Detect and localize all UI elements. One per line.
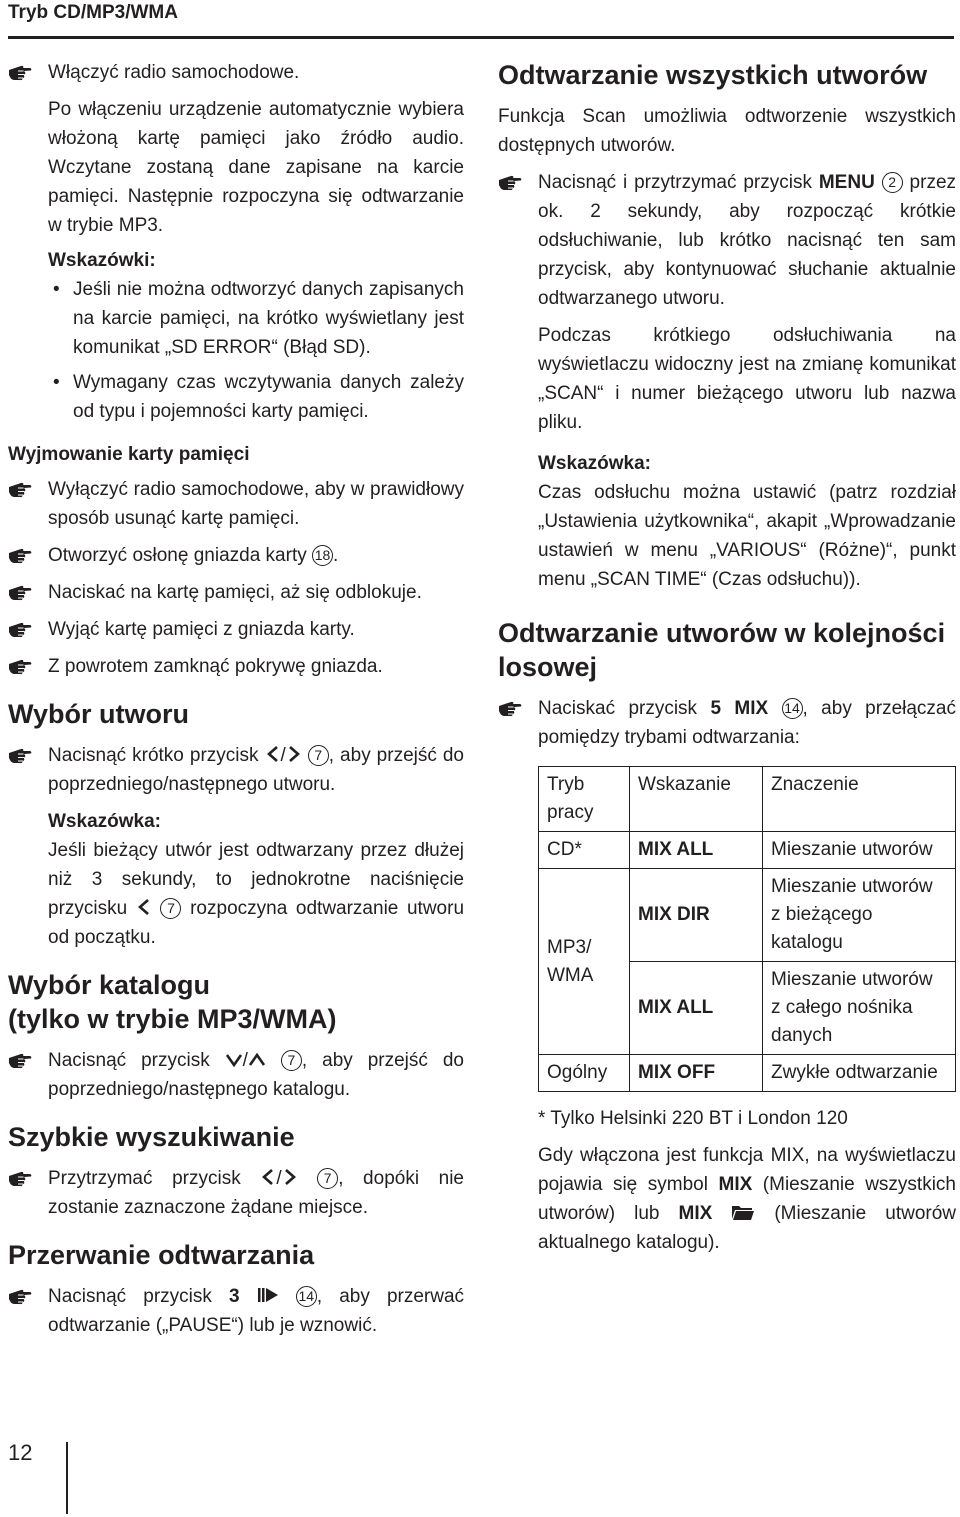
section-title-track-select: Wybór utworu: [8, 699, 189, 729]
section-title-random: [498, 616, 956, 684]
callout-number-icon: 7: [317, 1168, 338, 1189]
right-column: [498, 58, 956, 1257]
step-random: [498, 694, 956, 752]
table-cell-meaning: Mieszanie utworów z całego nośnika danych: [763, 962, 956, 1055]
pointing-hand-icon: [8, 61, 32, 81]
page-number: 12: [8, 1440, 33, 1465]
step-turn-on-radio: [8, 58, 464, 87]
mix-info-text: (Mieszanie utworów aktualnego katalogu).: [538, 1203, 957, 1253]
table-row: [539, 832, 956, 869]
title-line: (tylko w trybie MP3/WMA): [8, 1004, 337, 1034]
section-title-remove-card: Wyjmowanie karty pamięci: [8, 444, 250, 465]
step-text: , aby przełączać pomiędzy trybami odtwarzania:: [538, 698, 956, 748]
chevron-left-icon: [265, 745, 281, 763]
header-rule: [8, 36, 954, 39]
callout-number-icon: 7: [160, 898, 181, 919]
step-scan: [498, 168, 956, 313]
section-title-fast-search: Szybkie wyszukiwanie: [8, 1122, 295, 1152]
scan-intro: Funkcja Scan umożliwia odtworzenie wszystkich dostępnych utworów.: [498, 106, 956, 156]
chevron-left-icon: [260, 1168, 276, 1186]
pointing-hand-icon: [8, 744, 32, 764]
table-cell-display: MIX OFF: [630, 1055, 763, 1092]
note-text: Jeśli bieżący utwór jest odtwarzany przez dłużej niż 3 sekundy, to jednokrotne naciśnięcie przycisku: [48, 840, 464, 919]
table-header-row: [539, 767, 956, 832]
section-title-pause: Przerwanie odtwarzania: [8, 1240, 315, 1270]
pointing-hand-icon: [8, 478, 32, 498]
pointing-hand-icon: [8, 655, 32, 675]
tips-title: Wskazówki:: [48, 250, 156, 271]
table-cell-meaning: Mieszanie utworów z bieżącego katalogu: [763, 869, 956, 962]
note-title: Wskazówka:: [48, 811, 161, 832]
bullet-dot-icon: •: [53, 372, 60, 393]
step-remove-1: [8, 475, 464, 533]
table-header-cell: Tryb pracy: [539, 767, 630, 832]
title-line: Odtwarzanie utworów w kolejności: [498, 618, 946, 648]
step-text: Nacisnąć przycisk: [48, 1286, 229, 1307]
note-text: rozpoczyna odtwarzanie utworu od początku.: [48, 898, 465, 948]
step-text: Naciskać przycisk: [538, 698, 711, 719]
table-cell-mode: MP3/ WMA: [539, 869, 630, 1055]
step-text: , aby przerwać odtwarzanie („PAUSE“) lub je wznowić.: [48, 1286, 465, 1336]
folder-icon: [731, 1203, 755, 1221]
mix-info-text: Gdy włączona jest funkcja MIX, na wyświetlaczu pojawia się symbol: [538, 1145, 956, 1195]
step-pause: [8, 1282, 464, 1340]
title-line: Wybór katalogu: [8, 970, 211, 1000]
table-cell-mode: CD*: [539, 832, 630, 869]
separator-text: /: [242, 1050, 248, 1071]
section-title-folder-select: [8, 968, 464, 1036]
mix-info-text: (Mieszanie wszystkich utworów) lub: [538, 1174, 956, 1224]
intro-paragraph: Po włączeniu urządzenie automatycznie wybiera włożoną kartę pamięci jako źródło audio. Wczytane zostaną dane zapisane na karcie pamięci. Następnie rozpoczyna się odtwarzanie w trybie MP3.: [48, 99, 464, 236]
scan-during-paragraph: Podczas krótkiego odsłuchiwania na wyświetlaczu widoczny jest na zmianę komunikat „SCAN“ i numer bieżącego utworu lub nazwa pliku.: [538, 325, 956, 433]
chevron-up-icon: [248, 1052, 266, 1068]
mix-mode-table: [538, 766, 956, 1092]
table-cell-display: MIX ALL: [630, 962, 763, 1055]
note-paragraph: [8, 836, 464, 952]
pointing-hand-icon: [498, 697, 522, 717]
separator-text: /: [280, 745, 286, 766]
mix-symbol-label: MIX: [718, 1174, 753, 1195]
step-text: , aby przejść do poprzedniego/następnego utworu.: [48, 745, 464, 795]
pointing-hand-icon: [8, 618, 32, 638]
callout-number-icon: 2: [882, 172, 903, 193]
mix-symbol-label: MIX: [678, 1203, 713, 1224]
callout-number-icon: 18: [312, 545, 333, 566]
step-text: Przytrzymać przycisk: [48, 1168, 241, 1189]
table-row: [539, 1055, 956, 1092]
left-column: [8, 58, 464, 1348]
pointing-hand-icon: [8, 581, 32, 601]
table-cell-meaning: Zwykłe odtwarzanie: [763, 1055, 956, 1092]
pointing-hand-icon: [8, 1285, 32, 1305]
table-cell-mode: Ogólny: [539, 1055, 630, 1092]
step-text: przez ok. 2 sekundy, aby rozpocząć krótkie odsłuchiwanie, lub krótko nacisnąć ten sam przycisk, aby kontynuować słuchanie aktualnie odtwarzanego utworu.: [538, 172, 957, 309]
tip-text: Jeśli nie można odtworzyć danych zapisanych na karcie pamięci, na krótko wyświetlany jest komunikat „SD ERROR“ (Błąd SD).: [73, 279, 464, 358]
title-line: losowej: [498, 652, 598, 682]
table-footnote: * Tylko Helsinki 220 BT i London 120: [538, 1108, 848, 1129]
mix-info-paragraph: [498, 1141, 956, 1257]
callout-number-icon: 7: [308, 745, 329, 766]
play-pause-icon: [257, 1286, 279, 1304]
step-text: Włączyć radio samochodowe.: [48, 62, 300, 83]
step-text: Otworzyć osłonę gniazda karty: [48, 545, 313, 566]
step-text: Wyłączyć radio samochodowe, aby w prawidłowy sposób usunąć kartę pamięci.: [48, 479, 464, 529]
step-text: .: [333, 545, 339, 566]
step-fast-search: [8, 1164, 464, 1222]
step-text: Nacisnąć i przytrzymać przycisk: [538, 172, 819, 193]
step-text: Naciskać na kartę pamięci, aż się odblokuje.: [48, 582, 422, 603]
button-key-label: 5 MIX: [710, 698, 769, 719]
button-key-label: 3: [228, 1286, 240, 1307]
step-remove-2: [8, 541, 464, 570]
pointing-hand-icon: [8, 544, 32, 564]
chevron-down-icon: [225, 1052, 243, 1068]
scan-note-paragraph: Czas odsłuchu można ustawić (patrz rozdział „Ustawienia użytkownika“, akapit „Wprowadzanie ustawień w menu „VARIOUS“ (Różne)“, punkt menu „SCAN TIME“ (Czas odsłuchu)).: [538, 482, 956, 590]
step-remove-3: [8, 578, 464, 607]
step-folder-select: [8, 1046, 464, 1104]
callout-number-icon: 7: [281, 1050, 302, 1071]
table-header-cell: Znaczenie: [763, 767, 956, 832]
page-header-title: Tryb CD/MP3/WMA: [8, 2, 178, 23]
bullet-dot-icon: •: [53, 279, 60, 300]
chevron-left-icon: [136, 898, 152, 916]
pointing-hand-icon: [498, 171, 522, 191]
callout-number-icon: 14: [782, 698, 803, 719]
step-text: Nacisnąć krótko przycisk: [48, 745, 259, 766]
table-cell-display: MIX DIR: [630, 869, 763, 962]
step-remove-4: [8, 615, 464, 644]
step-remove-5: [8, 652, 464, 681]
tip-item: [8, 368, 464, 426]
chevron-right-icon: [282, 1168, 298, 1186]
step-track-select: [8, 741, 464, 799]
separator-text: /: [276, 1168, 282, 1189]
note-title: Wskazówka:: [538, 453, 651, 474]
step-text: Wyjąć kartę pamięci z gniazda karty.: [48, 619, 355, 640]
pointing-hand-icon: [8, 1049, 32, 1069]
table-header-cell: Wskazanie: [630, 767, 763, 832]
table-cell-display: MIX ALL: [630, 832, 763, 869]
step-text: Nacisnąć przycisk: [48, 1050, 210, 1071]
step-text: , aby przejść do poprzedniego/następnego katalogu.: [48, 1050, 464, 1100]
button-key-label: MENU: [818, 172, 875, 193]
callout-number-icon: 14: [296, 1286, 317, 1307]
tip-text: Wymagany czas wczytywania danych zależy od typu i pojemności karty pamięci.: [73, 372, 464, 422]
pointing-hand-icon: [8, 1167, 32, 1187]
section-title-scan: Odtwarzanie wszystkich utworów: [498, 60, 928, 90]
chevron-right-icon: [286, 745, 302, 763]
tip-item: [8, 275, 464, 362]
table-row: [539, 869, 956, 962]
step-text: , dopóki nie zostanie zaznaczone żądane miejsce.: [48, 1168, 464, 1218]
table-cell-meaning: Mieszanie utworów: [763, 832, 956, 869]
step-text: Z powrotem zamknąć pokrywę gniazda.: [48, 656, 383, 677]
footer-rule: [66, 1442, 68, 1514]
